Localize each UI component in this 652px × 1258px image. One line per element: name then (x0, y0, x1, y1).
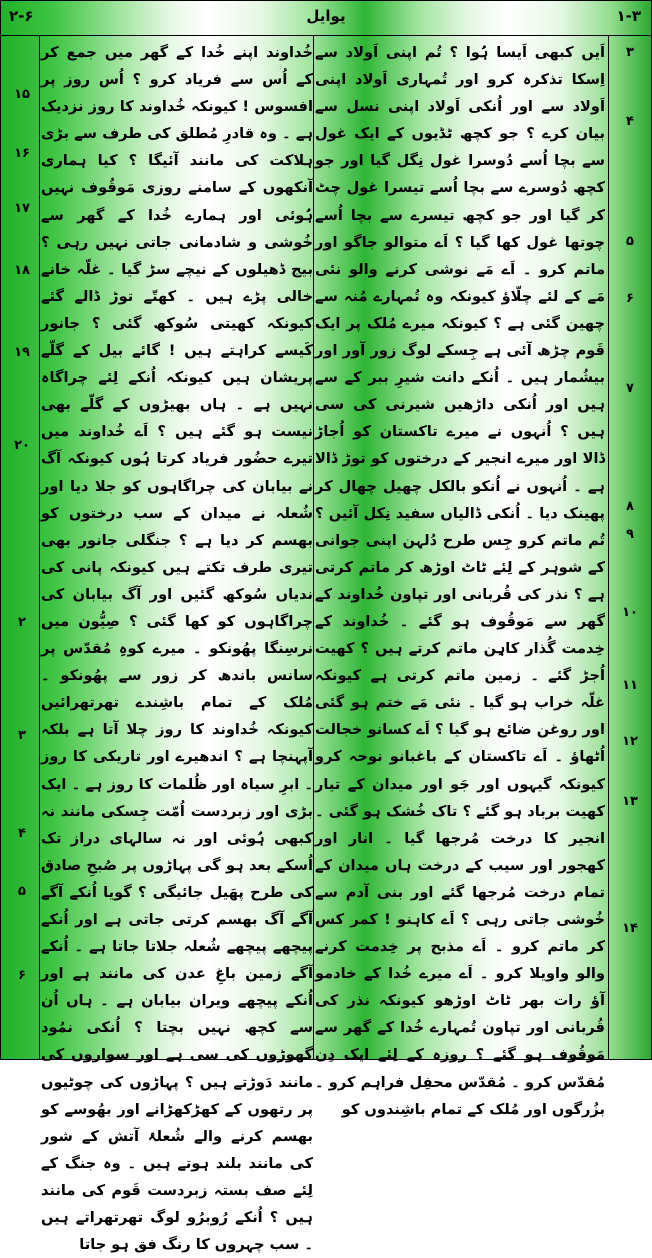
verse-number: ۱۹ (14, 345, 30, 360)
right-margin-divider (608, 35, 609, 1059)
verse-number: ۱۴ (622, 921, 638, 936)
verse-number: ۲ (18, 615, 26, 630)
page-header (1, 1, 651, 36)
verse-number: ۱۲ (622, 734, 638, 749)
verse-number: ۱۱ (622, 678, 638, 693)
verse-number: ۱۸ (14, 263, 30, 278)
verse-number: ۶ (18, 968, 26, 983)
column-divider (313, 35, 314, 1059)
verse-number: ۵ (626, 234, 634, 249)
verse-number: ۱۵ (14, 87, 30, 102)
header-chapter-range-left: ۲-۶ (9, 7, 34, 25)
verse-number: ۹ (626, 527, 634, 542)
verse-number: ۵ (18, 884, 26, 899)
verse-number: ۳ (626, 45, 634, 60)
verse-number: ۱۶ (14, 146, 30, 161)
verse-number: ۷ (626, 381, 634, 396)
left-margin-divider (39, 35, 40, 1059)
verse-number: ۳ (18, 728, 26, 743)
verse-number: ۱۳ (622, 794, 638, 809)
right-text-column: اَیں کبھی اَیسا ہُوا ؟ تُم اپنی اَولاد سے اِسکا تذکرہ کرو اور تُمہاری اَولاد اپنی اَولاد سے اور اُنکی اَولاد اپنی نسل سے بیان کرے ؟ جو کچھ ٹڈیوں کے ایک غول سے بچا اُسے دُوسرا غول نِگل گیا اور جو کچھ دُوسرے سے بچا اُسے تیسرا غول چٹ کر گیا اور جو کچھ تیسرے سے بچا اُسے چوتھا غول کھا گیا ؟ اَے متوالو جاگو اور ماتم کرو ۔ اَے مَے نوشی کرنے والو نئی مَے کے لئے چلّاؤ کیونکہ وہ تُمہارے مُنہ سے چھین گئی ہے ؟ کیونکہ میرے مُلک پر ایک قَوم چڑھ آئی ہے جِسکے لوگ زور آور اور بیشُمار ہیں ۔ اُنکے دانت شیرِ ببر کے سے ہیں اور اُنکی داڑھیں شیرنی کی سی ہیں ؟ اُنہوں نے میرے تاکستان کو اُجاڑ ڈالا اور میرے انجیر کے درختوں کو توڑ ڈالا ہے ۔ اُنہوں نے اُنکو بالکل چھیل چھال کر پھینک دیا ۔ اُنکی ڈالیاں سفید نِکل آئیں ؟ تُم ماتم کرو جِس طرح دُلہن اپنی جوانی کے شوہر کے لِئے ٹاٹ اوڑھ کر ماتم کرتی ہے ؟ نذر کی قُربانی اور تپاون خُداوند کے گھر سے مَوقُوف ہو گئے ۔ خُداوند کے خِدمت گُذار کاہِن ماتم کرتے ہیں ؟ کھیت اُجڑ گئے ۔ زمین ماتم کرتی ہے کیونکہ غلّہ خراب ہو گیا ۔ نئی مَے ختم ہو گئی اور روغن ضائع ہو گیا ؟ اَے کسانو خجالت اُٹھاؤ ۔ اَے تاکستان کے باغبانو نوحہ کرو کیونکہ گیہوں اور جَو اور میدان کے تیار کھیت برباد ہو گئے ؟ تاک خُشک ہو گئی ۔ انجیر کا درخت مُرجھا گیا ۔ انار اور کھجور اور سیب کے درخت ہاں میدان کے تمام درخت مُرجھا گئے اور بنی آدم سے خُوشی جاتی رہی ؟ اَے کاہنو ! کمر کس کر ماتم کرو ۔ اَے مذبح پر خِدمت کرنے والو واویلا کرو ۔ اَے میرے خُدا کے خادمو آؤ رات بھر ٹاٹ اوڑھو کیونکہ نذر کی قُربانی اور تپاون تُمہارے خُدا کے گھر سے مَوقُوف ہو گئے ؟ روزہ کے لِئے ایک دِن مُقدّس کرو ۔ مُقدّس محفِل فراہم کرو ۔ بزُرگوں اور مُلک کے تمام باشِندوں کو (315, 44, 605, 1118)
left-text-column: خُداوند اپنے خُدا کے گھر میں جمع کر کے اُس سے فریاد کرو ؟ اُس روز پر افسوس ! کیونکہ خُداوند کا روز نزدیک ہے ۔ وہ قادرِ مُطلق کی طرف سے بڑی ہلاکت کی مانند آئیگا ؟ کیا ہماری آنکھوں کے سامنے روزی مَوقُوف نہیں ہُوئی اور ہمارے خُدا کے گھر سے خُوشی و شادمانی جاتی نہیں رہی ؟ بیج ڈھیلوں کے نیچے سڑ گیا ۔ غلّہ خانے خالی پڑے ہیں ۔ کھتّے توڑ ڈالے گئے کیونکہ کھیتی سُوکھ گئی ؟ جانور کَیسے کراہتے ہیں ! گائے بیل کے گلّے پریشان ہیں کیونکہ اُنکے لِئے چراگاہ نہیں ہے ۔ ہاں بھیڑوں کے گلّے بھی نیست ہو گئے ہیں ؟ اَے خُداوند میں تیرے حضُور فریاد کرتا ہُوں کیونکہ آگ نے بیابان کی چراگاہوں کو جلا دیا اور شُعلہ نے میدان کے سب درختوں کو بھسم کر دیا ہے ؟ جنگلی جانور بھی تیری طرف تکتے ہیں کیونکہ پانی کی ندیاں سُوکھ گئیں اور آگ بیابان کی چراگاہوں کو کھا گئی ؟ صِیُّون میں نرسِنگا پھُونکو ۔ میرے کوہِ مُقدّس پر سانس باندھ کر زور سے پھُونکو ۔ مُلک کے تمام باشِندے تھرتھرائیں کیونکہ خُداوند کا روز چلا آتا ہے بلکہ آپہنچا ہے ؟ اندھیرے اور تاریکی کا روز ۔ ابرِ سیاہ اور ظُلمات کا روز ہے ۔ ایک بڑی اور زبردست اُمّت جِسکی مانند نہ کبھی ہُوئی اور نہ سالہای دراز تک اُسکے بعد ہو گی پہاڑوں پر صُبحِ صادق کی طرح پھَیل جائیگی ؟ گویا اُنکے آگے آگے آگ بھسم کرتی جاتی ہے اور اُنکے پیچھے پیچھے شُعلہ جلاتا جاتا ہے ۔ اُنکے آگے زمین باغِ عدن کی مانند ہے اور اُنکے پیچھے ویران بیابان ہے ۔ ہاں اُن سے کچھ نہیں بچتا ؟ اُنکی نمُود گھوڑوں کی سی ہے اور سواروں کی مانند دَوڑتے ہیں ؟ پہاڑوں کی چوٹیوں پر رتھوں کے کھڑکھڑانے اور بھُوسے کو بھسم کرنے والے شُعلۂ آتش کے شور کی مانند بلند ہوتے ہیں ۔ وہ جنگ کے لِئے صف بستہ زبردست قَوم کی مانند ہیں ؟ اُنکے رُوبرُو لوگ تھرتھراتے ہیں ۔ سب چہروں کا رنگ فق ہو جاتا (41, 44, 313, 1254)
verse-number: ۱۷ (14, 201, 30, 216)
verse-number: ۶ (626, 291, 634, 306)
verse-number: ۴ (626, 114, 634, 129)
header-chapter-range-right: ۱-۳ (616, 7, 641, 25)
header-book-title: یوایل (306, 7, 346, 25)
verse-number: ۸ (626, 499, 634, 514)
verse-number: ۲۰ (14, 438, 30, 453)
verse-number: ۴ (18, 826, 26, 841)
verse-number: ۱۰ (622, 605, 638, 620)
